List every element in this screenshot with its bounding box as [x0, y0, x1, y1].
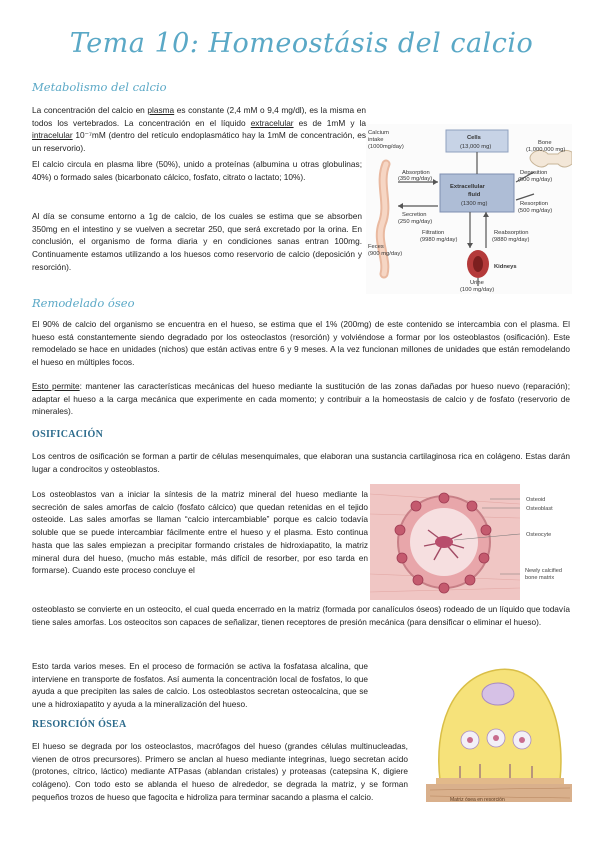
- fig-label-reabsorption-amount: (9880 mg/day): [492, 237, 530, 243]
- fig-label-reabsorption: Reabsorption: [494, 230, 529, 236]
- fig-label-cells: Cells: [467, 135, 481, 141]
- fig-label-bone: Bone: [538, 140, 552, 146]
- heading-resorcion: RESORCIÓN ÓSEA: [32, 719, 127, 730]
- fig-label-deposition: Deposition: [520, 170, 548, 176]
- fig-label-kidneys: Kidneys: [494, 264, 517, 270]
- fig-label-feces-amount: (900 mg/day): [368, 251, 403, 257]
- paragraph-osificacion-1: Los centros de osificación se forman a partir de células mesenquimales, que elaboran una sustancia cartilaginosa rica en colágeno. Estas darán lugar a condrocitos y osteoblastos.: [32, 451, 570, 474]
- fig-label-secretion-amount: (250 mg/day): [398, 219, 433, 225]
- fig-label-deposition-amount: (500 mg/day): [518, 177, 553, 183]
- paragraph-osificacion-3: Esto tarda varios meses. En el proceso de formación se activa la fosfatasa alcalina, que interviene en transporte de fosfatos. Así aumenta la concentración local de fosfatos, lo que ayuda a que precipiten las sales de calcio. Los osteoblastos secretan osteocalcina, que se une a hidroxiapatito y ayuda a la mineralización del hueso.: [32, 661, 368, 710]
- fig-label-intake-1: Calcium: [368, 130, 389, 136]
- heading-metabolismo: Metabolismo del calcio: [32, 80, 167, 94]
- fig-label-secretion: Secretion: [402, 212, 427, 218]
- fig-label-filtration-amount: (9980 mg/day): [420, 237, 458, 243]
- fig-label-feces: Feces: [368, 244, 384, 250]
- page-title: Tema 10: Homeostásis del calcio: [69, 28, 534, 59]
- fig-label-osteoid: Osteoid: [526, 497, 546, 503]
- fig-caption-osteoclast: Matriz ósea en resorción: [450, 797, 505, 803]
- heading-remodelado: Remodelado óseo: [32, 296, 135, 310]
- paragraph-metabolismo-2: El calcio circula en plasma libre (50%), unido a proteínas (albumina u otras globulinas; 40%) o formado sales (bicarbonato cálcico, fosfato, citrato o lactato; 10%).: [32, 159, 362, 182]
- fig-label-resorption: Resorption: [520, 201, 549, 207]
- calcium-balance-figure: [366, 124, 572, 294]
- paragraph-resorcion-1: El hueso se degrada por los osteoclastos, macrófagos del hueso (grandes células multinucleadas, vienen de otros precursores). Primero se anclan al hueso mediante integrinas, luego secretan acido (protones, cítrico, láctico) mediante ATPasas (ablandan cristales) y proteasas (catepsina K, digiere colágeno). Con todo esto se ablanda el hueso de alrededor, se degrada la matriz, y se forman pequeños trozos de hueso que fagocita e hidroliza para terminar sacando a plasma el calcio.: [32, 741, 408, 802]
- fig-label-absorption-amount: (350 mg/day): [398, 176, 433, 182]
- fig-label-osteoblast: Osteoblast: [526, 506, 553, 512]
- fig-label-intake-2: intake: [368, 137, 384, 143]
- fig-label-bone-matrix: Newly calcified bone matrix: [525, 568, 562, 581]
- fig-label-bone-amount: (1,000,000 mg): [526, 147, 566, 153]
- fig-label-ecf-2: fluid: [468, 192, 481, 198]
- ossification-figure: [370, 484, 574, 600]
- paragraph-metabolismo-3: Al día se consume entorno a 1g de calcio, de los cuales se estima que se absorben 350mg en el intestino y se vuelven a secretar 250, que será excretado por la orina. En conclusión, el organismo de forma diaria y en condiciones sanas entran 100mg. Continuamente estamos utilizando a los huesos como reservorio de calcio (deposición y resorción).: [32, 211, 362, 272]
- paragraph-osificacion-2: Los osteoblastos van a iniciar la síntesis de la matriz mineral del hueso mediante la secreción de sales amorfas de calcio (fosfato cálcico) que quedan retenidas en el tejido osteoide. Las sales amorfas se llaman “calcio intercambiable” porque es calcio todavía soluble que se puede intercambiar fácilmente entre el hueso y el plasma. Esto continua hasta que las sales empiezan a precipitar formando cristales de hidroxiapatito, la matriz mineral dura del hueso, (mucho más estable, más difícil de resorber, por eso tarda en formarse). Cuando este proceso concluye el: [32, 489, 368, 576]
- paragraph-metabolismo-1: La concentración del calcio en plasma es constante (2,4 mM o 9,4 mg/dl), es la misma en todos los vertebrados. La concentración en el líquido extracelular es de 1mM y la intracelular 10⁻⁷mM (dentro del retículo endoplasmático hay la 1mM de concentración, es un reservorio).: [32, 105, 367, 154]
- paragraph-remodelado-2: Esto permite: mantener las características mecánicas del hueso mediante la sustitución de las zonas dañadas por hueso nuevo (reparación); adaptar el hueso a la carga mecánica que experimente en cada momento; y contribuir a la homeostasis de calcio y de fosfato (reservorio de minerales).: [32, 381, 570, 417]
- fig-label-ecf-3: (1300 mg): [461, 201, 488, 207]
- fig-label-absorption: Absorption: [402, 170, 430, 176]
- fig-label-resorption-amount: (500 mg/day): [518, 208, 553, 214]
- fig-label-urine: Urine: [470, 280, 484, 286]
- osteoclast-figure: [420, 660, 574, 804]
- paragraph-remodelado-1: El 90% de calcio del organismo se encuentra en el hueso, se estima que el 1% (200mg) de este contenido se intercambia con el plasma. El hueso está constantemente siendo degradado por los osteoclastos (resorción) y volviéndose a formar por los osteoblastos (osificación). Este remodelado se hace en unidades (nichos) que están activas entre 6 y 9 meses. A la vez funcionan millones de unidades que están remodelando el hueso en múltiples focos.: [32, 319, 570, 368]
- heading-osificacion: OSIFICACIÓN: [32, 429, 104, 440]
- fig-label-filtration: Filtration: [422, 230, 445, 236]
- fig-label-ecf-1: Extracellular: [450, 184, 485, 190]
- fig-label-urine-amount: (100 mg/day): [460, 287, 495, 293]
- paragraph-osificacion-2-cont: osteoblasto se convierte en un osteocito, el cual queda encerrado en la matriz (formada por canalículos óseos) rodeado de un líquido que todavía tiene sales amorfas. Los osteocitos son capaces de señalizar, tienen receptores de presión mecánica (para densificar o eliminar el hueso).: [32, 604, 570, 627]
- fig-label-osteocyte: Osteocyte: [526, 532, 552, 538]
- fig-label-cells-amount: (13,000 mg): [460, 144, 492, 150]
- fig-label-intake-3: (1000mg/day): [368, 144, 404, 150]
